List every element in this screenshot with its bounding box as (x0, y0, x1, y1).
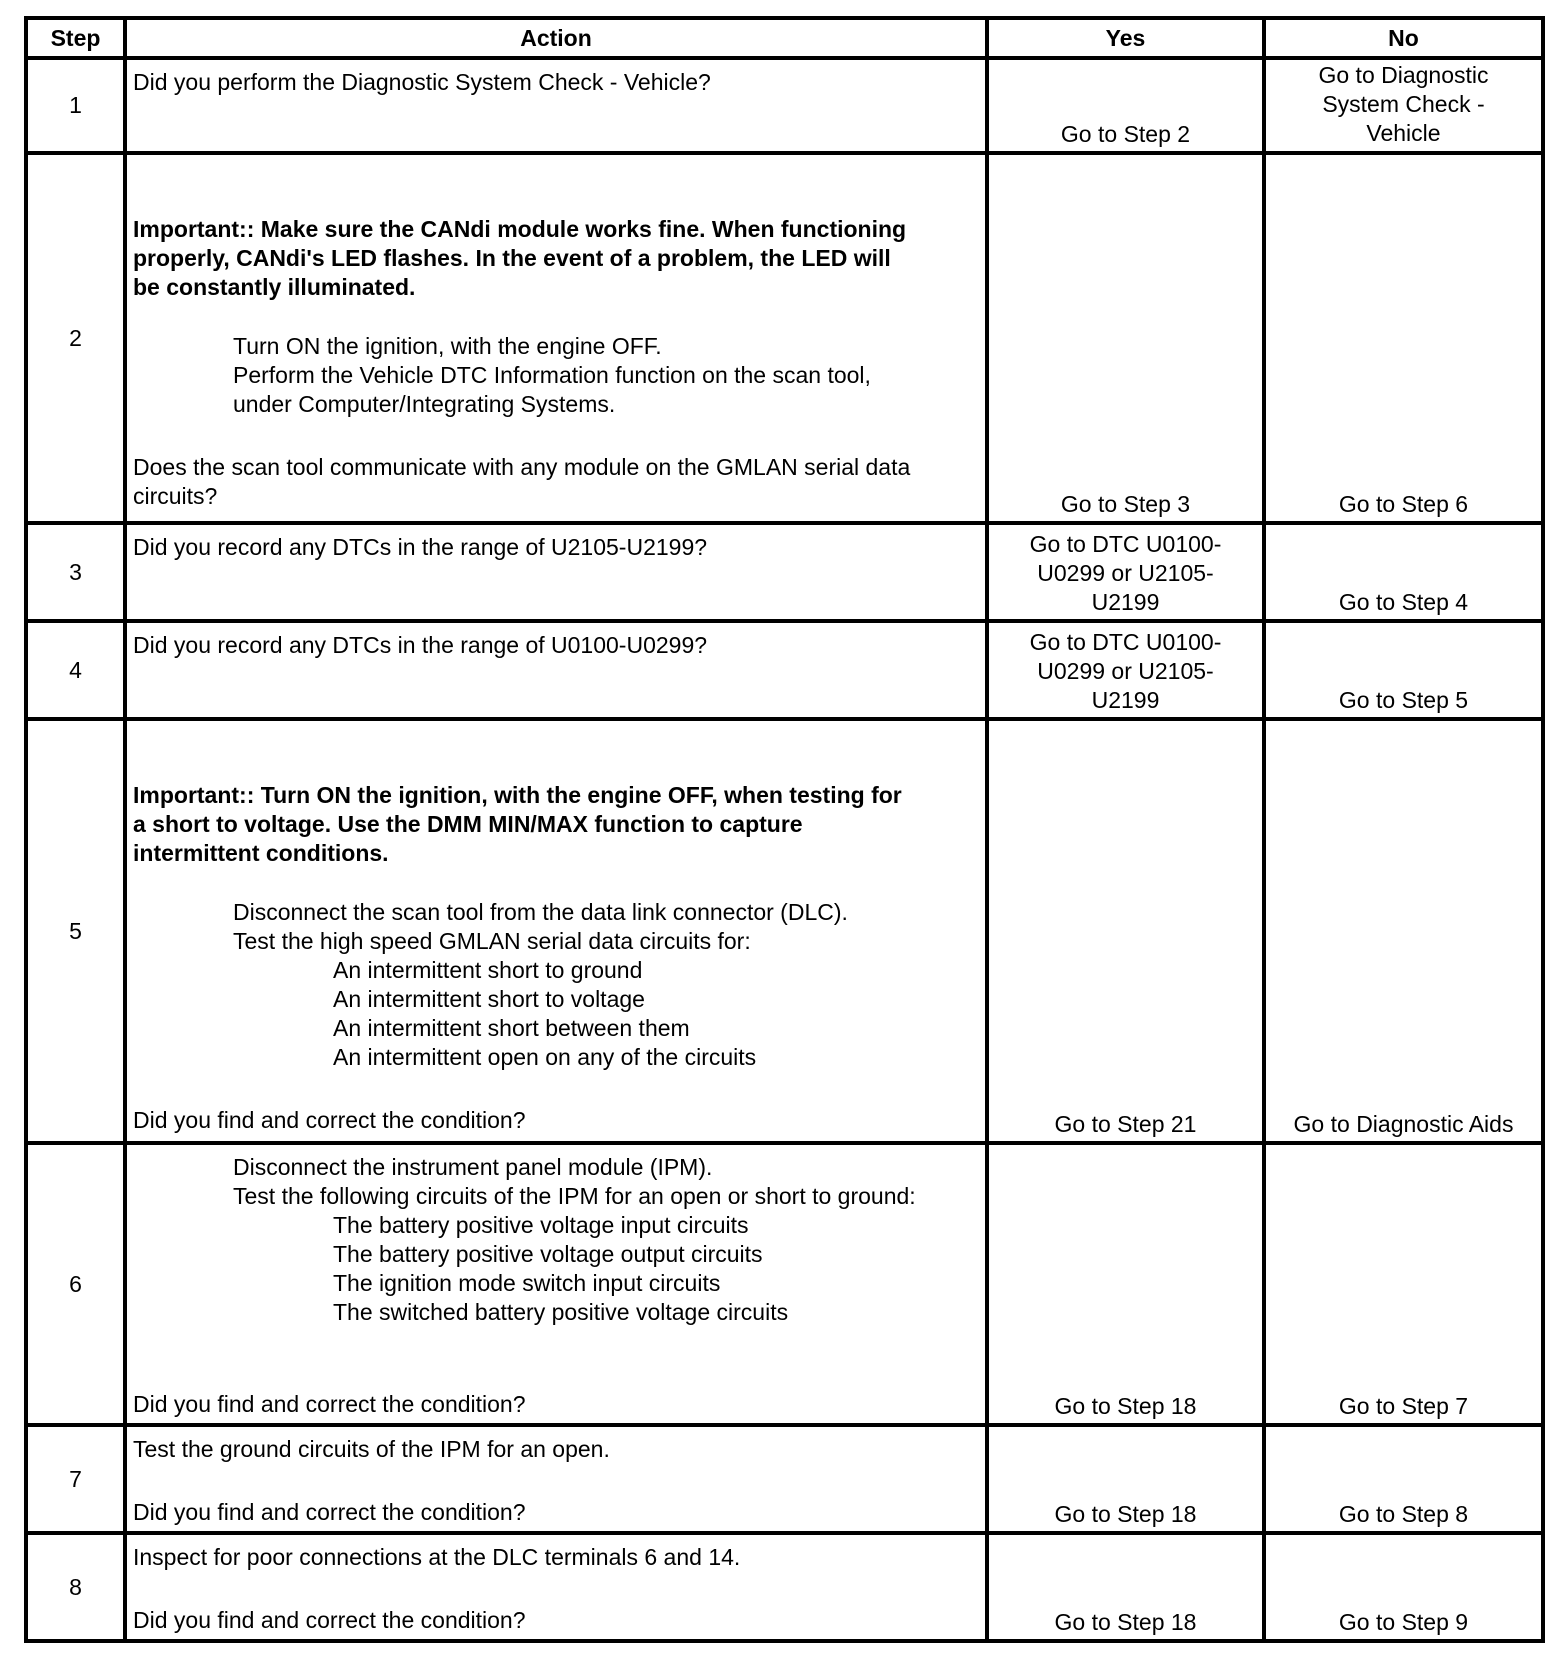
sub-step: Disconnect the instrument panel module (IPM). (233, 1154, 713, 1180)
sub-sub-step: The switched battery positive voltage circuits (333, 1299, 789, 1325)
question-line: Does the scan tool communicate with any module on the GMLAN serial data (133, 454, 911, 480)
no-cell: Go to Step 8 (1264, 1425, 1543, 1533)
yes-text-line: U0299 or U2105- (1037, 658, 1214, 684)
step-number: 7 (26, 1425, 125, 1533)
yes-text-line: Go to DTC U0100- (1029, 629, 1222, 655)
action-text: Did you record any DTCs in the range of U2105-U2199? (133, 534, 708, 560)
important-line: be constantly illuminated. (133, 274, 416, 300)
step-number: 6 (26, 1143, 125, 1425)
no-cell: Go to Step 5 (1264, 621, 1543, 719)
header-no: No (1264, 18, 1543, 58)
important-line: properly, CANdi's LED flashes. In the event of a problem, the LED will (133, 245, 891, 271)
header-yes: Yes (987, 18, 1264, 58)
no-cell: Go to Step 7 (1264, 1143, 1543, 1425)
action-cell (125, 523, 987, 621)
question-line: Did you find and correct the condition? (133, 1499, 526, 1525)
action-text: Inspect for poor connections at the DLC terminals 6 and 14. (133, 1544, 741, 1570)
yes-cell: Go to Step 21 (987, 719, 1264, 1143)
step-number: 8 (26, 1533, 125, 1641)
diagnostic-table (24, 16, 1545, 1643)
action-cell (125, 1533, 987, 1641)
yes-text-line: U2199 (1091, 589, 1160, 615)
sub-step: Disconnect the scan tool from the data link connector (DLC). (233, 899, 848, 925)
question-line: circuits? (133, 483, 218, 509)
step-number: 2 (26, 153, 125, 523)
sub-sub-step: An intermittent open on any of the circuits (333, 1044, 757, 1070)
important-line: a short to voltage. Use the DMM MIN/MAX function to capture (133, 811, 803, 837)
step-number: 1 (26, 58, 125, 153)
sub-step: Turn ON the ignition, with the engine OFF. (233, 333, 662, 359)
action-text: Test the ground circuits of the IPM for an open. (133, 1436, 610, 1462)
important-line: intermittent conditions. (133, 840, 389, 866)
action-cell (125, 719, 987, 1143)
no-text-line: Go to Diagnostic (1318, 62, 1489, 88)
table-row-step-1 (26, 58, 1543, 153)
sub-step: Perform the Vehicle DTC Information function on the scan tool, (233, 362, 871, 388)
header-action: Action (125, 18, 987, 58)
question-line: Did you find and correct the condition? (133, 1107, 526, 1133)
yes-cell (987, 621, 1264, 719)
sub-sub-step: The battery positive voltage input circuits (333, 1212, 749, 1238)
sub-sub-step: The ignition mode switch input circuits (333, 1270, 721, 1296)
sub-sub-step: An intermittent short between them (333, 1015, 690, 1041)
sub-sub-step: An intermittent short to ground (333, 957, 643, 983)
table-row-step-4 (26, 621, 1543, 719)
yes-text-line: U2199 (1091, 687, 1160, 713)
yes-cell: Go to Step 18 (987, 1425, 1264, 1533)
sub-sub-step: An intermittent short to voltage (333, 986, 645, 1012)
table-row-step-8 (26, 1533, 1543, 1641)
action-cell (125, 621, 987, 719)
no-text-line: System Check - (1322, 91, 1485, 117)
no-cell: Go to Step 9 (1264, 1533, 1543, 1641)
action-cell (125, 58, 987, 153)
no-cell: Go to Step 4 (1264, 523, 1543, 621)
header-step: Step (26, 18, 125, 58)
table-row-step-7 (26, 1425, 1543, 1533)
step-number: 5 (26, 719, 125, 1143)
question-line: Did you find and correct the condition? (133, 1607, 526, 1633)
action-cell (125, 1143, 987, 1425)
yes-text-line: U0299 or U2105- (1037, 560, 1214, 586)
yes-text-line: Go to DTC U0100- (1029, 531, 1222, 557)
no-cell: Go to Diagnostic Aids (1264, 719, 1543, 1143)
sub-sub-step: The battery positive voltage output circuits (333, 1241, 763, 1267)
no-cell: Go to Step 6 (1264, 153, 1543, 523)
table-row-step-2 (26, 153, 1543, 523)
table-row-step-3 (26, 523, 1543, 621)
action-text: Did you record any DTCs in the range of U0100-U0299? (133, 632, 708, 658)
yes-cell: Go to Step 2 (987, 58, 1264, 153)
sub-step: Test the high speed GMLAN serial data circuits for: (233, 928, 751, 954)
sub-step: Test the following circuits of the IPM for an open or short to ground: (233, 1183, 916, 1209)
sub-step: under Computer/Integrating Systems. (233, 391, 616, 417)
yes-cell (987, 523, 1264, 621)
yes-cell: Go to Step 3 (987, 153, 1264, 523)
action-cell (125, 1425, 987, 1533)
important-line: Important:: Turn ON the ignition, with the engine OFF, when testing for (133, 782, 902, 808)
important-note (133, 215, 979, 302)
no-cell (1264, 58, 1543, 153)
no-text-line: Vehicle (1366, 120, 1441, 146)
yes-cell: Go to Step 18 (987, 1143, 1264, 1425)
important-line: Important:: Make sure the CANdi module works fine. When functioning (133, 216, 907, 242)
question-line: Did you find and correct the condition? (133, 1391, 526, 1417)
important-note (133, 781, 979, 868)
table-row-step-5 (26, 719, 1543, 1143)
action-text: Did you perform the Diagnostic System Check - Vehicle? (133, 69, 711, 95)
action-cell (125, 153, 987, 523)
table-row-step-6 (26, 1143, 1543, 1425)
step-number: 3 (26, 523, 125, 621)
header-row (26, 18, 1543, 58)
step-number: 4 (26, 621, 125, 719)
yes-cell: Go to Step 18 (987, 1533, 1264, 1641)
